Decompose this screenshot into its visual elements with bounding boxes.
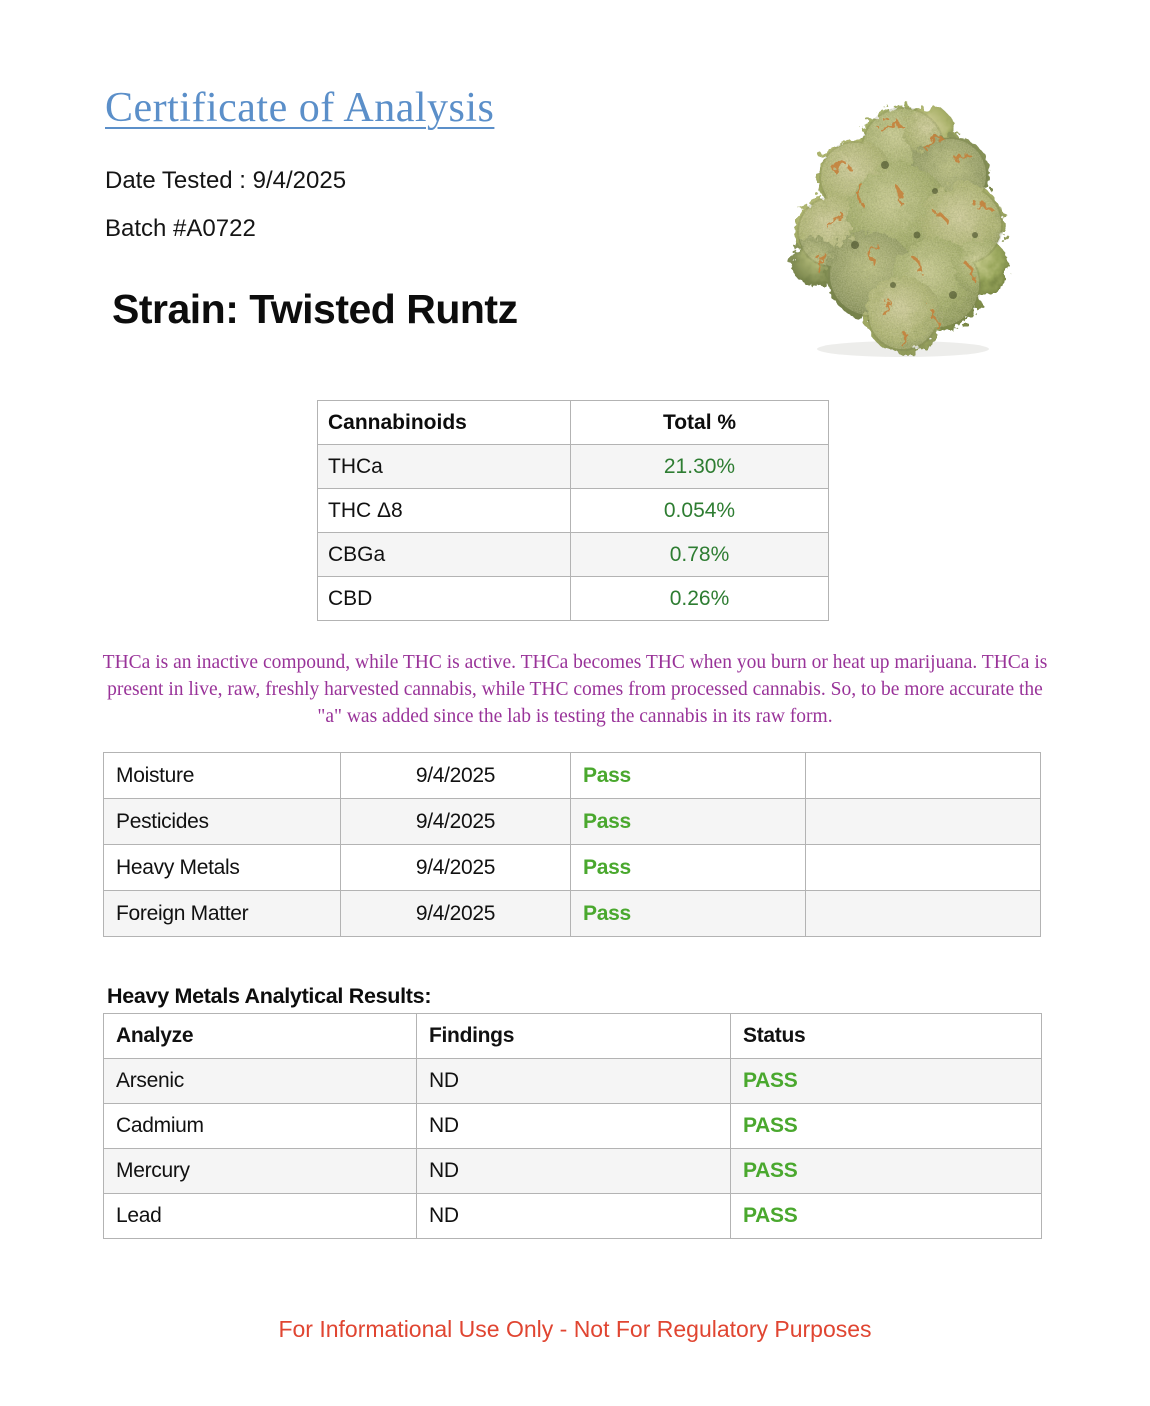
metal-name: Mercury [104,1149,417,1194]
findings-header-label: Findings [417,1014,731,1059]
screening-test-result: Pass [571,753,806,799]
cannabinoid-value: 21.30% [571,445,829,489]
cannabinoid-name: CBD [318,577,571,621]
screening-test-date: 9/4/2025 [341,799,571,845]
cannabinoids-header-row [318,401,829,445]
table-row [318,533,829,577]
heavy-metals-heading: Heavy Metals Analytical Results: [107,984,432,1008]
date-tested-label: Date Tested : 9/4/2025 [105,167,347,194]
cannabinoid-value: 0.26% [571,577,829,621]
cannabinoid-name: THC Δ8 [318,489,571,533]
metal-findings: ND [417,1194,731,1239]
metal-status: PASS [731,1059,1042,1104]
metal-findings: ND [417,1149,731,1194]
cannabinoid-value: 0.78% [571,533,829,577]
table-row [104,1059,1042,1104]
cannabinoid-name: THCa [318,445,571,489]
table-row [104,753,1041,799]
thca-explanation-note: THCa is an inactive compound, while THC is active. THCa becomes THC when you burn or heat up marijuana. THCa is present in live, raw, freshly harvested cannabis, while THC comes from processed cannabis. So, to be more accurate the "a" was added since the lab is testing the cannabis in its raw form. [102,652,1048,727]
metal-name: Lead [104,1194,417,1239]
screening-test-name: Moisture [104,753,341,799]
cannabinoid-name: CBGa [318,533,571,577]
screening-test-result: Pass [571,845,806,891]
screening-test-result: Pass [571,799,806,845]
metal-findings: ND [417,1059,731,1104]
metal-name: Arsenic [104,1059,417,1104]
strain-name: Strain: Twisted Runtz [112,286,518,332]
table-row [104,1104,1042,1149]
screening-table [103,752,1041,937]
screening-test-name: Heavy Metals [104,845,341,891]
metal-status: PASS [731,1194,1042,1239]
analyze-header-label: Analyze [104,1014,417,1059]
heavy-metals-table [103,1013,1042,1239]
table-row [318,445,829,489]
cannabis-bud-illustration [785,95,1025,363]
metal-status: PASS [731,1149,1042,1194]
table-row [318,489,829,533]
table-row [104,891,1041,937]
screening-test-date: 9/4/2025 [341,891,571,937]
table-row [104,1194,1042,1239]
screening-empty-cell [806,845,1041,891]
cannabinoid-value: 0.054% [571,489,829,533]
screening-empty-cell [806,753,1041,799]
metal-name: Cadmium [104,1104,417,1149]
heavy-metals-header-row [104,1014,1042,1059]
cannabinoids-table [317,400,829,621]
cannabinoids-header-label: Cannabinoids [318,401,571,445]
batch-number-label: Batch #A0722 [105,215,256,242]
screening-test-result: Pass [571,891,806,937]
table-row [318,577,829,621]
page-title: Certificate of Analysis [105,85,495,131]
table-row [104,799,1041,845]
screening-empty-cell [806,891,1041,937]
table-row [104,845,1041,891]
total-percent-header-label: Total % [571,401,829,445]
screening-empty-cell [806,799,1041,845]
screening-test-name: Pesticides [104,799,341,845]
screening-test-date: 9/4/2025 [341,753,571,799]
screening-test-name: Foreign Matter [104,891,341,937]
status-header-label: Status [731,1014,1042,1059]
metal-status: PASS [731,1104,1042,1149]
table-row [104,1149,1042,1194]
disclaimer-text: For Informational Use Only - Not For Regulatory Purposes [278,1316,872,1342]
metal-findings: ND [417,1104,731,1149]
cannabis-bud-photo [785,95,1025,363]
screening-test-date: 9/4/2025 [341,845,571,891]
